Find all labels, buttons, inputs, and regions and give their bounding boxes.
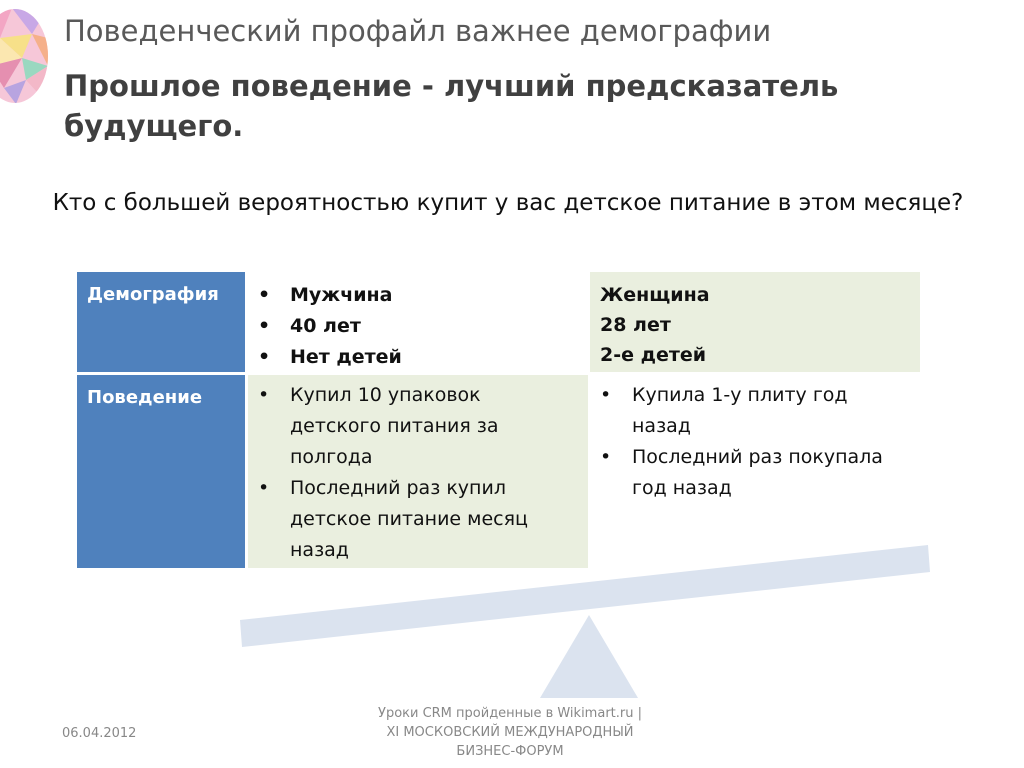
footer-caption xyxy=(340,704,680,761)
footer-line: БИЗНЕС-ФОРУМ xyxy=(456,744,564,759)
list-item: • Последний раз покупала год назад xyxy=(590,442,910,504)
row-label-text: Демография xyxy=(87,284,219,305)
list-item: • Нет детей xyxy=(248,342,588,373)
row-label-text: Поведение xyxy=(87,387,203,408)
list-item: Женщина xyxy=(600,284,710,306)
list-item: • Мужчина xyxy=(248,280,588,311)
slide-question: Кто с большей вероятностью купит у вас детское питание в этом месяце? xyxy=(52,190,964,216)
list-item: 28 лет xyxy=(600,314,671,336)
list-item: • 40 лет xyxy=(248,311,588,342)
footer-line: XI МОСКОВСКИЙ МЕЖДУНАРОДНЫЙ xyxy=(386,725,634,740)
seesaw-fulcrum xyxy=(540,615,638,698)
list-item: • Купил 10 упаковок детского питания за полгода xyxy=(248,380,574,473)
list-item: • Последний раз купил детское питание месяц назад xyxy=(248,473,574,566)
list-item: 2-е детей xyxy=(600,344,707,366)
footer-line: Уроки CRM пройденные в Wikimart.ru | xyxy=(378,706,642,721)
slide-title: Поведенческий профайл важнее демографии xyxy=(64,14,772,48)
slide-subtitle: Прошлое поведение - лучший предсказатель будущего. xyxy=(64,69,839,143)
list-item: • Купила 1-у плиту год назад xyxy=(590,380,910,442)
footer-date: 06.04.2012 xyxy=(62,726,137,741)
